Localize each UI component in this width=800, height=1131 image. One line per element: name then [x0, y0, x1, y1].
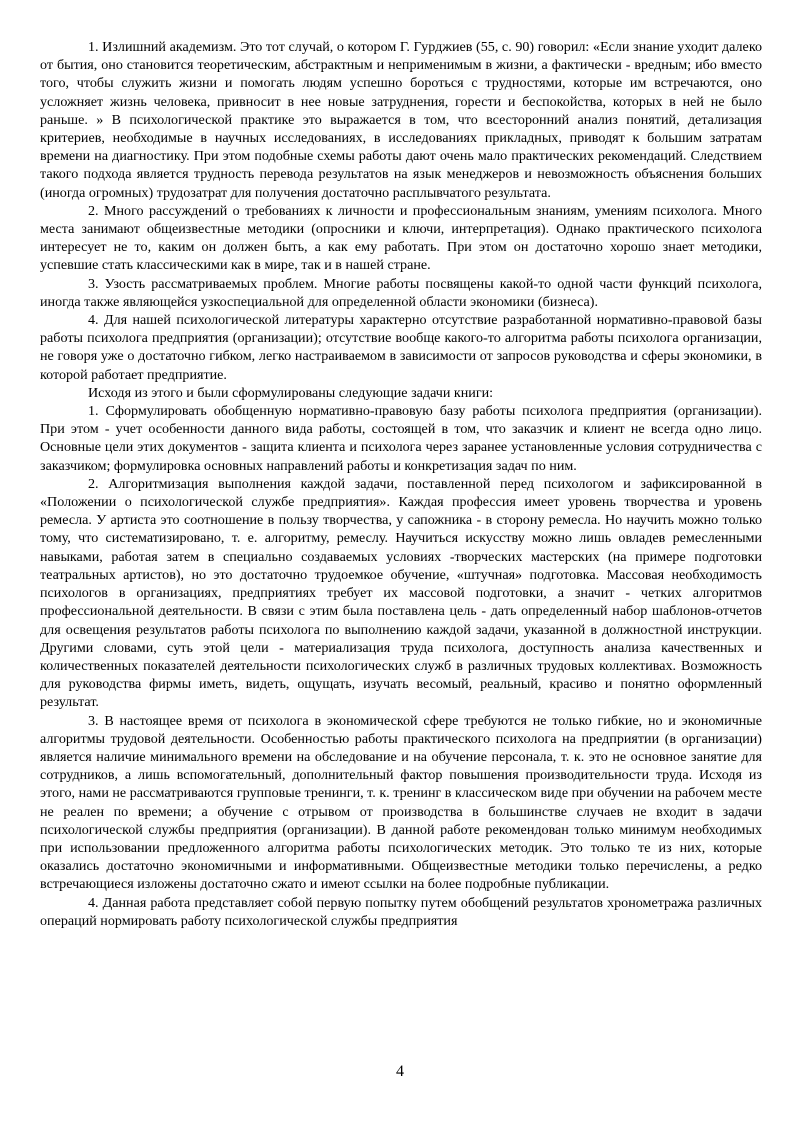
paragraph-tasks-intro: Исходя из этого и были сформулированы следующие задачи книги:	[88, 384, 494, 401]
paragraph-narrow-problems: 3. Узость рассматриваемых проблем. Многие работы посвящены какой-то одной части функций психолога, иногда также являющейся узкоспециальной для определенной области экономики (бизнеса).	[40, 275, 762, 310]
paragraph-academism: 1. Излишний академизм. Это тот случай, о котором Г. Гурджиев (55, с. 90) говорил: «Если знание уходит далеко от бытия, оно становится теоретическим, абстрактным и неприменимым в жизни, а фактически - вредным; ибо вместо того, чтобы служить жизни и помогать людям успешно бороться с трудностями, которые им встречаются, оно усложняет жизнь человека, привносит в нее новые затруднения, горести и беспокойства, которых в ней не было раньше. » В психологической практике это выражается в том, что всесторонний анализ понятий, детализация критериев, необходимые в научных исследованиях, в исследованиях прикладных, приводят к большим затратам времени на диагностику. При этом подобные схемы работы дают очень мало практических рекомендаций. Следствием такого подхода является трудность перевода результатов на язык менеджеров и невозможность объяснения больших (иногда огромных) трудозатрат для получения достаточно расплывчатого результата.	[40, 39, 762, 201]
paragraph-legal-base-absence: 4. Для нашей психологической литературы характерно отсутствие разработанной нормативно-правовой базы работы психолога предприятия (организации); отсутствие вообще какого-то алгоритма работы психолога организации, не говоря уже о достаточно гибком, легко настраиваемом в зависимости от запросов руководства и сферы экономики, в которой работает предприятие.	[40, 312, 762, 383]
paragraph-task-algorithmization: 2. Алгоритмизация выполнения каждой задачи, поставленной перед психологом и зафиксированной в «Положении о психологической службе предприятия». Каждая профессия имеет уровень творчества и уровень ремесла. У артиста это соотношение в пользу творчества, у сапожника - в сторону ремесла. Но научить можно только тому, что систематизировано, т. е. алгоритму, ремеслу. Научиться искусству можно лишь овладев ремесленными навыками, работая затем в специально создаваемых условиях -творческих мастерских (на примере подготовки театральных артистов), но это достаточно трудоемкое обучение, «штучная» подготовка. Массовая необходимость психологов в организациях, предприятиях требует их массовой подготовки, а значит - четких алгоритмов профессиональной деятельности. В связи с этим была поставлена цель - дать определенный набор шаблонов-отчетов для освещения результатов работы психолога по выполнению каждой задачи, указанной в должностной инструкции. Другими словами, суть этой цели - материализация труда психолога, доступность анализа качественных и количественных показателей деятельности психологических служб в различных трудовых коллективах. Возможность для руководства фирмы иметь, видеть, ощущать, изучать весомый, реальный, красиво и понятно оформленный результат.	[40, 475, 762, 711]
paragraph-task-legal-base: 1. Сформулировать обобщенную нормативно-правовую базу работы психолога предприятия (организации). При этом - учет особенности данного вида работы, состоящей в том, что заказчик и клиент не всегда одно лицо. Основные цели этих документов - защита клиента и психолога через заранее установленные условия сотрудничества с заказчиком; формулировка основных направлений работы и конкретизация задач по ним.	[40, 403, 762, 474]
page-number: 4	[396, 1063, 404, 1080]
paragraph-task-timing: 4. Данная работа представляет собой первую попытку путем обобщений результатов хронометража различных операций нормировать работу психологической службы предприятия	[40, 894, 762, 929]
paragraph-requirements: 2. Много рассуждений о требованиях к личности и профессиональным знаниям, умениям психолога. Много места занимают общеизвестные методики (опросники и ключи, интерпретация). Однако практического психолога интересует не то, каким он должен быть, а как ему работать. При этом он достаточно хорошо знает методики, успевшие стать классическими как в мире, так и в нашей стране.	[40, 202, 762, 274]
document-page	[40, 38, 762, 930]
paragraph-task-economic-algorithms: 3. В настоящее время от психолога в экономической сфере требуются не только гибкие, но и экономичные алгоритмы трудовой деятельности. Особенностью работы практического психолога на предприятии (в организации) является наличие минимального времени на обследование и на обучение персонала, т. к. это не основное занятие для сотрудников, а лишь вспомогательный, дополнительный фактор повышения производительности труда. Исходя из этого, нами не рассматриваются групповые тренинги, т. к. тренинг в классическом виде при обучении на рабочем месте не реален по времени; а обучение с отрывом от производства в большинстве случаев не входит в задачи психологической службы предприятия (организации). В данной работе рекомендован только минимум необходимых при использовании предложенного алгоритма работы психологических методик. Это только те из них, которые оказались достаточно экономичными и информативными. Общеизвестные методики только перечислены, а редко встречающиеся изложены достаточно сжато и имеют ссылки на более подробные публикации.	[40, 712, 762, 893]
